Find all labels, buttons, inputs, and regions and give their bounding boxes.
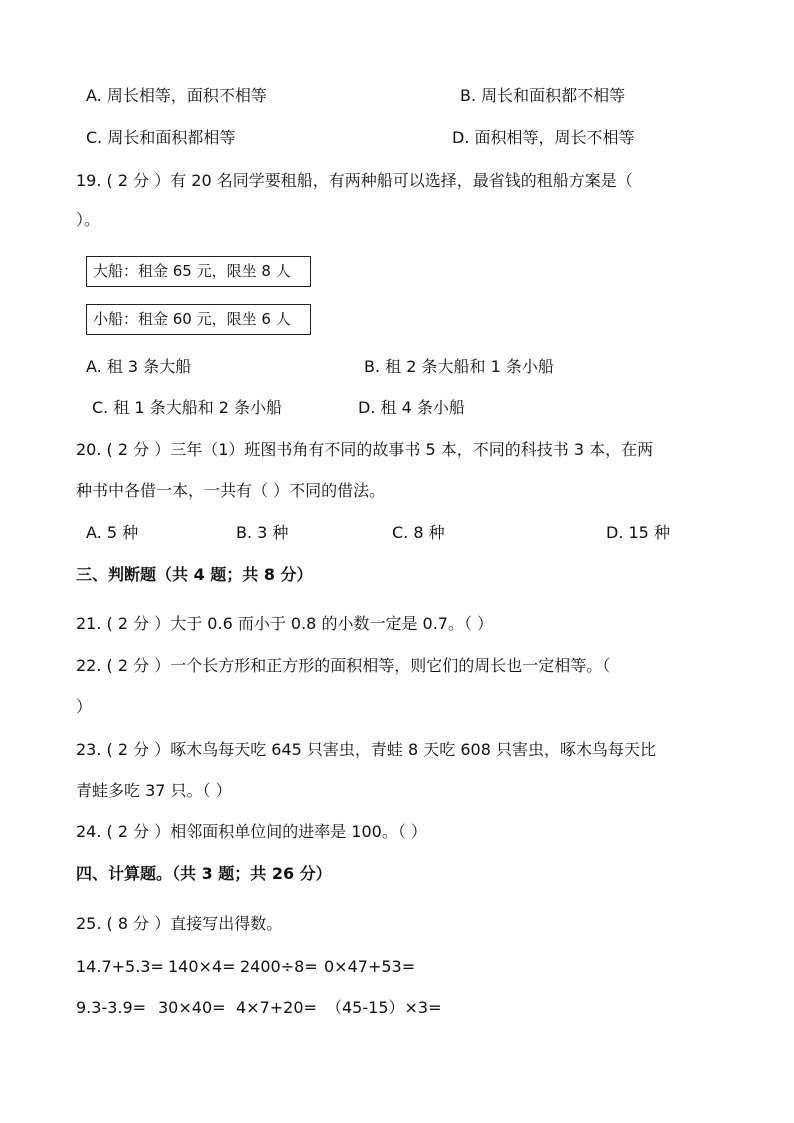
option-c: C. 周长和面积都相等 <box>86 128 236 147</box>
question-19-stem: 19. ( 2 分 ）有 20 名同学要租船，有两种船可以选择，最省钱的租船方案是（ <box>76 171 633 190</box>
question-23: 23. ( 2 分 ）啄木鸟每天吃 645 只害虫，青蛙 8 天吃 608 只害虫，啄木鸟每天比 <box>76 740 656 759</box>
question-20-stem-continued: 种书中各借一本，一共有（ ）不同的借法。 <box>76 481 386 500</box>
question-25-stem: 25. ( 8 分 ）直接写出得数。 <box>76 914 283 933</box>
question-22: 22. ( 2 分 ）一个长方形和正方形的面积相等，则它们的周长也一定相等。（ <box>76 656 611 675</box>
section-heading: 四、计算题。（共 3 题；共 26 分） <box>76 864 332 883</box>
calc-item: 2400÷8= <box>240 957 318 976</box>
option-d: D. 租 4 条小船 <box>358 398 465 417</box>
question-19-stem-continued: ）。 <box>76 210 101 229</box>
option-b: B. 3 种 <box>236 523 289 542</box>
option-b: B. 周长和面积都不相等 <box>460 86 626 105</box>
calc-item: 30×40= <box>158 998 226 1017</box>
option-d: D. 15 种 <box>606 523 670 542</box>
calc-item: 140×4= <box>168 957 236 976</box>
calc-item: 0×47+53= <box>324 957 416 976</box>
small-boat-info-box: 小船：租金 60 元，限坐 6 人 <box>86 304 311 335</box>
calc-item: 14.7+5.3= <box>76 957 164 976</box>
question-20-stem: 20. ( 2 分 ）三年（1）班图书角有不同的故事书 5 本，不同的科技书 3 本，在两 <box>76 440 654 459</box>
option-a: A. 周长相等，面积不相等 <box>86 86 267 105</box>
calc-item: 9.3-3.9= <box>76 998 147 1017</box>
section-heading: 三、判断题（共 4 题；共 8 分） <box>76 565 313 584</box>
big-boat-info-box: 大船：租金 65 元，限坐 8 人 <box>86 256 311 287</box>
option-b: B. 租 2 条大船和 1 条小船 <box>364 357 554 376</box>
option-a: A. 租 3 条大船 <box>86 357 192 376</box>
option-c: C. 8 种 <box>392 523 445 542</box>
option-c: C. 租 1 条大船和 2 条小船 <box>92 398 283 417</box>
calc-item: （45-15）×3= <box>326 998 442 1017</box>
question-23-continued: 青蛙多吃 37 只。（ ） <box>76 781 232 800</box>
option-a: A. 5 种 <box>86 523 139 542</box>
question-24: 24. ( 2 分 ）相邻面积单位间的进率是 100。（ ） <box>76 822 427 841</box>
question-22-continued: ） <box>76 697 93 716</box>
question-21: 21. ( 2 分 ）大于 0.6 而小于 0.8 的小数一定是 0.7。（ ） <box>76 614 494 633</box>
option-d: D. 面积相等，周长不相等 <box>452 128 635 147</box>
calc-item: 4×7+20= <box>236 998 317 1017</box>
